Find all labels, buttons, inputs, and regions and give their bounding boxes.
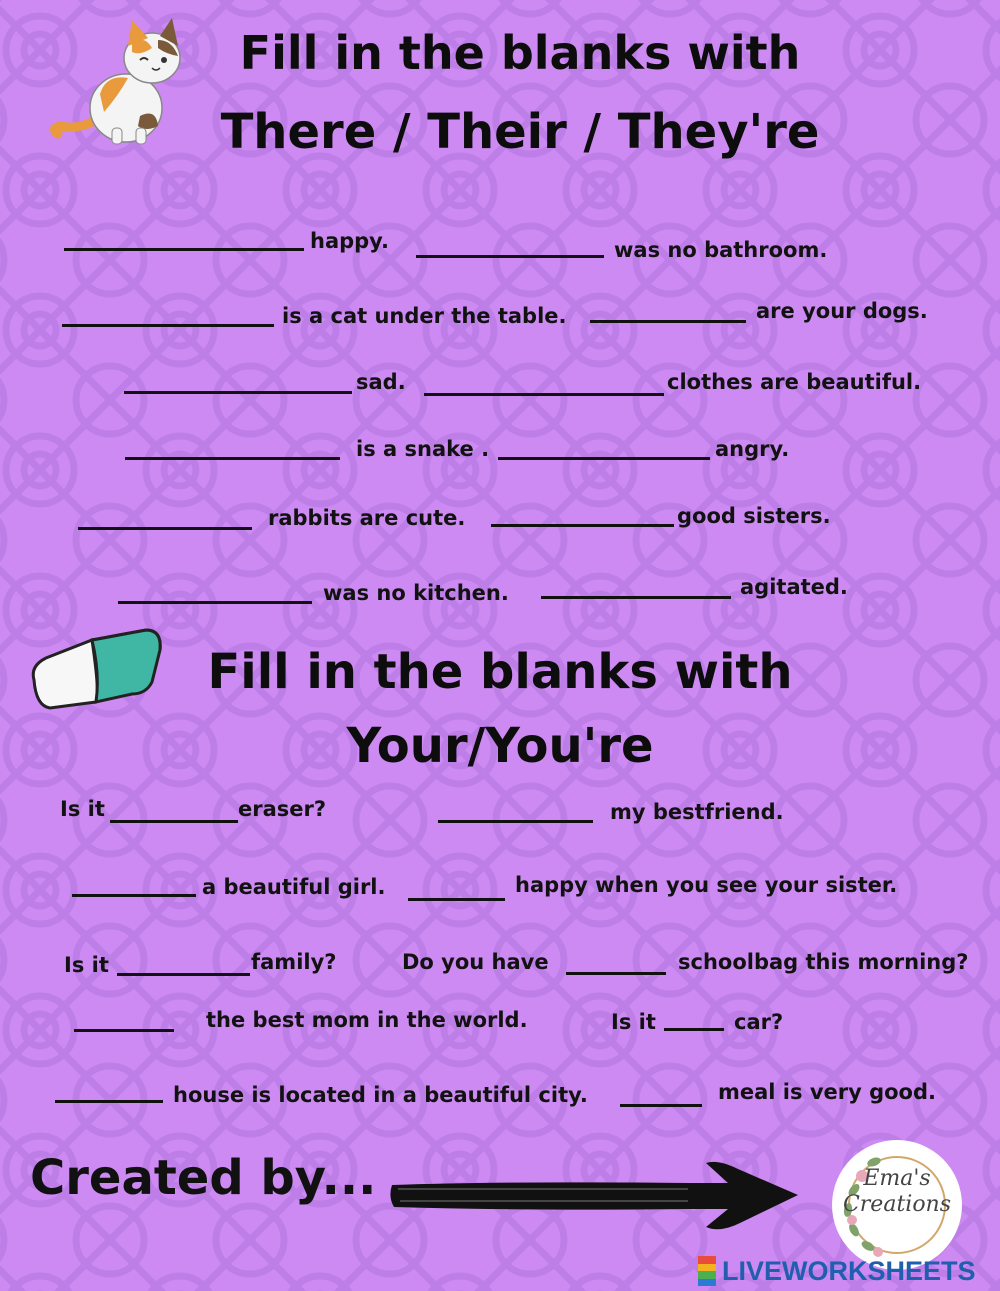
sentence-s2-r3-b-suffix: schoolbag this morning? (678, 950, 969, 974)
blank-s2-r2-a[interactable] (72, 894, 196, 897)
sentence-s1-r1-b: was no bathroom. (614, 238, 828, 262)
blank-s2-r4-a[interactable] (74, 1029, 174, 1032)
sentence-s1-r4-a: is a snake . (356, 437, 490, 461)
sentence-s2-r1-a-prefix: Is it (60, 797, 105, 821)
section1-title-line2: There / Their / They're (220, 104, 820, 160)
blank-s1-r5-b[interactable] (491, 524, 674, 527)
sentence-s1-r5-b: good sisters. (677, 504, 831, 528)
sentence-s1-r1-a: happy. (310, 229, 389, 253)
arrow-right-icon (388, 1155, 808, 1235)
sentence-s2-r4-a: the best mom in the world. (206, 1008, 528, 1032)
blank-s2-r1-a[interactable] (110, 820, 238, 823)
emas-creations-logo (832, 1140, 962, 1270)
blank-s1-r4-b[interactable] (498, 457, 710, 460)
logo-text: Ema's Creations (842, 1166, 952, 1217)
sentence-s1-r6-a: was no kitchen. (323, 581, 509, 605)
sentence-s2-r3-b-prefix: Do you have (402, 950, 549, 974)
sentence-s2-r1-a-suffix: eraser? (238, 797, 327, 821)
sentence-s1-r3-a: sad. (356, 370, 406, 394)
section2-title-line2: Your/You're (346, 718, 654, 774)
sentence-s1-r5-a: rabbits are cute. (268, 506, 466, 530)
liveworksheets-brand[interactable] (698, 1254, 976, 1288)
blank-s1-r3-a[interactable] (124, 391, 352, 394)
blank-s1-r1-b[interactable] (416, 255, 604, 258)
sentence-s2-r5-b: meal is very good. (718, 1080, 936, 1104)
blank-s1-r2-b[interactable] (590, 320, 746, 323)
created-by-label: Created by... (30, 1150, 377, 1206)
blank-s2-r3-a[interactable] (117, 973, 250, 976)
section1-title-line1: Fill in the blanks with (239, 26, 801, 80)
blank-s1-r6-b[interactable] (541, 596, 731, 599)
sentence-s2-r3-a-suffix: family? (251, 950, 337, 974)
sentence-s2-r4-b-suffix: car? (734, 1010, 784, 1034)
brand-text: LIVEWORKSHEETS (722, 1255, 976, 1286)
sentence-s2-r2-a: a beautiful girl. (202, 875, 386, 899)
sentence-s1-r6-b: agitated. (740, 575, 848, 599)
blank-s1-r3-b[interactable] (424, 393, 664, 396)
blank-s2-r5-b[interactable] (620, 1104, 702, 1107)
liveworksheets-logo-icon (698, 1256, 716, 1286)
sentence-s2-r5-a: house is located in a beautiful city. (173, 1083, 588, 1107)
sentence-s1-r3-b: clothes are beautiful. (667, 370, 922, 394)
blank-s2-r5-a[interactable] (55, 1100, 163, 1103)
sentence-s1-r4-b: angry. (715, 437, 790, 461)
blank-s1-r1-a[interactable] (64, 248, 304, 251)
blank-s2-r2-b[interactable] (408, 898, 505, 901)
blank-s1-r2-a[interactable] (62, 324, 274, 327)
blank-s2-r1-b[interactable] (438, 820, 593, 823)
sentence-s1-r2-a: is a cat under the table. (282, 304, 567, 328)
blank-s2-r4-b[interactable] (664, 1028, 724, 1031)
sentence-s1-r2-b: are your dogs. (756, 299, 928, 323)
blank-s1-r6-a[interactable] (118, 601, 312, 604)
blank-s1-r5-a[interactable] (78, 527, 252, 530)
blank-s1-r4-a[interactable] (125, 457, 340, 460)
sentence-s2-r3-a-prefix: Is it (64, 953, 109, 977)
sentence-s2-r2-b: happy when you see your sister. (515, 873, 898, 897)
sentence-s2-r1-b: my bestfriend. (610, 800, 784, 824)
sentence-s2-r4-b-prefix: Is it (611, 1010, 656, 1034)
blank-s2-r3-b[interactable] (566, 972, 666, 975)
section2-title-line1: Fill in the blanks with (207, 644, 793, 700)
